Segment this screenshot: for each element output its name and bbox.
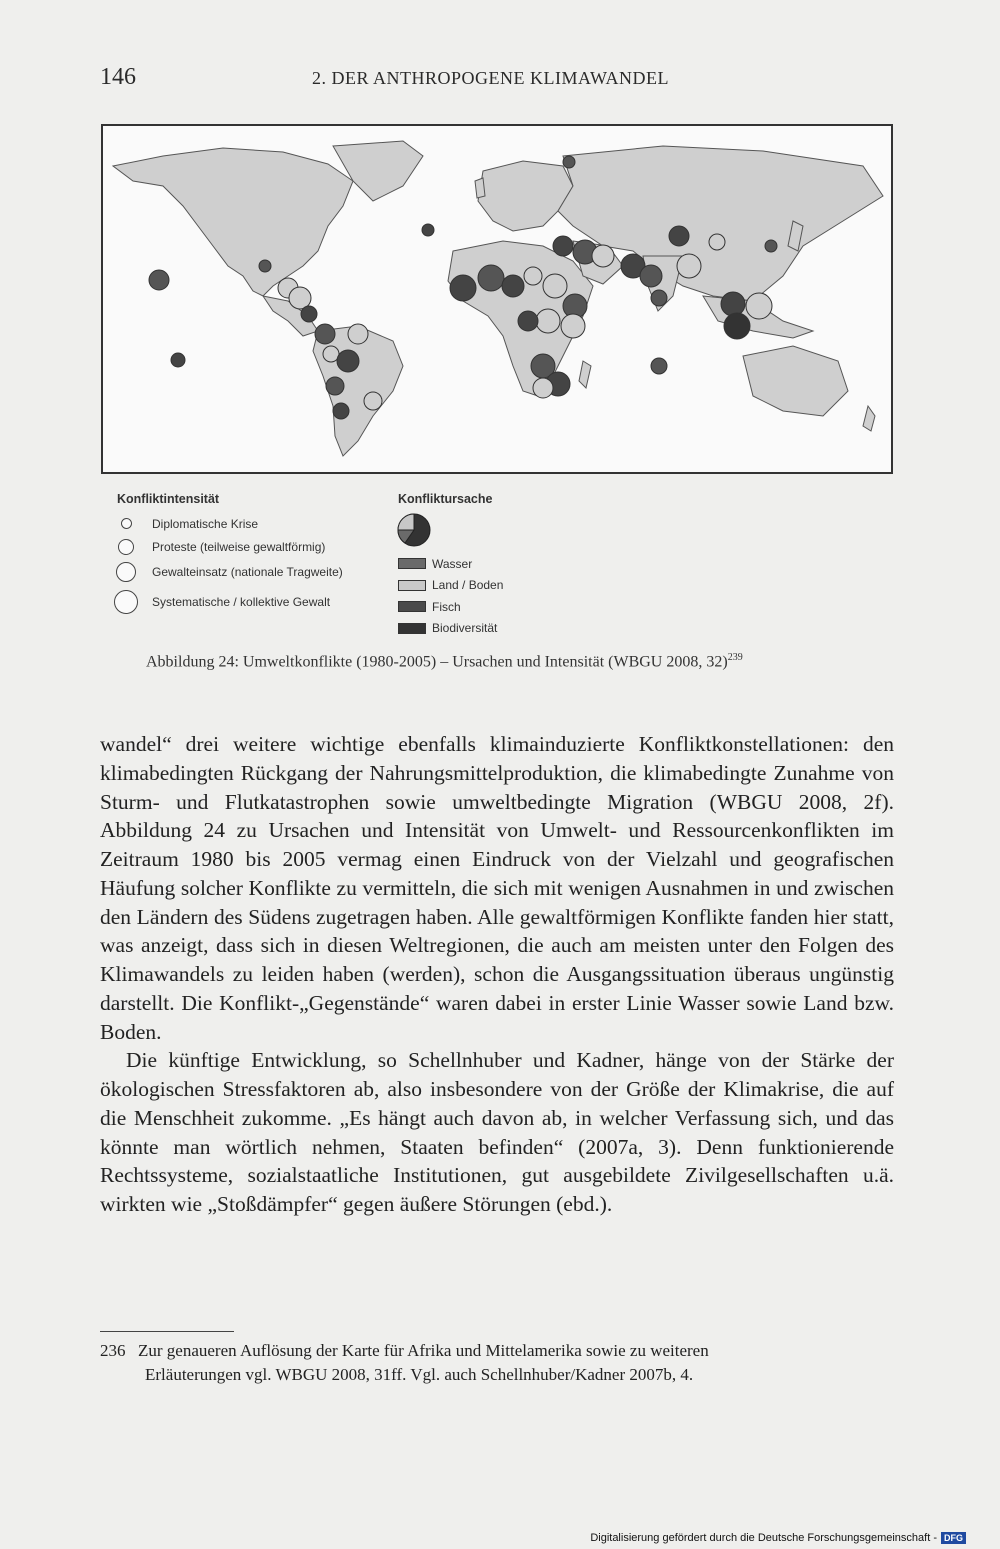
conflict-marker bbox=[333, 403, 349, 419]
legend-intensity-title: Konfliktintensität bbox=[117, 492, 220, 506]
footnote bbox=[100, 1339, 894, 1387]
legend-intensity-label: Diplomatische Krise bbox=[152, 516, 259, 531]
conflict-marker bbox=[746, 293, 772, 319]
world-map bbox=[103, 126, 891, 472]
legend-intensity-row bbox=[112, 535, 343, 558]
legend-cause bbox=[398, 553, 503, 639]
conflict-marker bbox=[533, 378, 553, 398]
conflict-marker bbox=[518, 311, 538, 331]
cause-swatch-land bbox=[398, 580, 426, 591]
landmass-new-zealand bbox=[863, 406, 875, 431]
figure-caption bbox=[146, 652, 743, 671]
legend-intensity bbox=[112, 512, 343, 618]
footnote-line-2: Erläuterungen vgl. WBGU 2008, 31ff. Vgl. auch Schellnhuber/Kadner 2007b, 4. bbox=[145, 1365, 694, 1384]
cause-pie-icon bbox=[396, 512, 432, 548]
conflict-marker bbox=[553, 236, 573, 256]
legend-cause-row bbox=[398, 553, 503, 575]
conflict-marker bbox=[478, 265, 504, 291]
footnote-number: 236 bbox=[100, 1341, 126, 1360]
legend-cause-row bbox=[398, 575, 503, 597]
intensity-circle-large bbox=[116, 562, 136, 582]
paragraph: Die künftige Entwicklung, so Schellnhuber und Kadner, hänge von der Stärke der ökologischen Stressfaktoren ab, also insbesondere von der Größe der Klimakrise, die auf die Menschheit zukomme. „Es hängt auch davon ab, in welcher Verfassung sich, und das könnte man wörtlich nehmen, Staaten befinden“ (2007a, 3). Denn funktionierende Rechtssysteme, sozialstaatliche Institutionen, gut ausgebildete Zivilgesellschaften u.ä. wirkten wie „Stoßdämpfer“ gegen äußere Störungen (ebd.). bbox=[100, 1048, 894, 1216]
legend-intensity-label: Proteste (teilweise gewaltförmig) bbox=[152, 539, 326, 554]
footnote-rule bbox=[100, 1331, 234, 1332]
legend-intensity-label: Systematische / kollektive Gewalt bbox=[152, 595, 331, 609]
conflict-marker bbox=[724, 313, 750, 339]
footer-credit-text: Digitalisierung gefördert durch die Deutsche Forschungsgemeinschaft - bbox=[590, 1532, 937, 1544]
conflict-marker bbox=[651, 290, 667, 306]
intensity-circle-medium bbox=[118, 539, 134, 555]
cause-swatch-biodiversitaet bbox=[398, 623, 426, 634]
intensity-circle-xlarge bbox=[114, 590, 138, 614]
conflict-marker bbox=[709, 234, 725, 250]
caption-text: Abbildung 24: Umweltkonflikte (1980-2005) – Ursachen und Intensität (WBGU 2008, 32) bbox=[146, 653, 728, 671]
conflict-marker bbox=[326, 377, 344, 395]
legend-cause-label: Biodiversität bbox=[432, 621, 498, 636]
dfg-logo: DFG bbox=[941, 1532, 966, 1544]
legend-cause-label: Wasser bbox=[432, 556, 473, 571]
conflict-marker bbox=[450, 275, 476, 301]
legend-intensity-label: Gewalteinsatz (nationale Tragweite) bbox=[152, 565, 343, 579]
legend-cause-row bbox=[398, 618, 503, 640]
conflict-marker bbox=[592, 245, 614, 267]
conflict-marker bbox=[502, 275, 524, 297]
landmass-europe bbox=[478, 161, 573, 231]
legend-cause-label: Land / Boden bbox=[432, 578, 504, 593]
cause-swatch-fisch bbox=[398, 601, 426, 612]
landmass-australia bbox=[743, 346, 848, 416]
page-number: 146 bbox=[100, 64, 136, 90]
paragraph: wandel“ drei weitere wichtige ebenfalls klimainduzierte Konfliktkonstellationen: den klimabedingten Rückgang der Nahrungsmittelproduktion, die klimabedingte Zunahme von Sturm- und Flutkatastrophen sowie umweltbedingte Migration (WBGU 2008, 2f). Abbildung 24 zu Ursachen und Intensität von Umwelt- und Ressourcenkonflikten im Zeitraum 1980 bis 2005 vermag einen Eindruck von der Vielzahl und geografischen Häufung solcher Konflikte zu vermitteln, die sich mit wenigen Ausnahmen in und zwischen den Ländern des Südens zugetragen haben. Alle gewaltförmigen Konflikte fanden hier statt, was anzeigt, dass sich in diesen Weltregionen, die auch am meisten unter den Folgen des Klimawandels zu leiden haben (werden), schon die Ausgangssituation überaus ungünstig darstellt. Die Konflikt-„Gegenstände“ waren dabei in erster Linie Wasser sowie Land bzw. Boden. bbox=[100, 732, 894, 1044]
landmass-madagascar bbox=[579, 361, 591, 388]
footer-credit bbox=[590, 1532, 966, 1544]
legend-cause-label: Fisch bbox=[432, 599, 461, 614]
conflict-marker bbox=[640, 265, 662, 287]
conflict-marker bbox=[543, 274, 567, 298]
landmass-uk bbox=[475, 178, 485, 198]
conflict-marker bbox=[765, 240, 777, 252]
conflict-marker bbox=[315, 324, 335, 344]
landmass-north-america bbox=[113, 148, 353, 296]
conflict-marker bbox=[337, 350, 359, 372]
footnote-line-1: Zur genaueren Auflösung der Karte für Afrika und Mittelamerika sowie zu weiteren bbox=[138, 1341, 709, 1360]
conflict-marker bbox=[348, 324, 368, 344]
legend-cause-title: Konfliktursache bbox=[398, 492, 493, 506]
body-text bbox=[100, 730, 894, 1219]
legend-intensity-row bbox=[112, 558, 343, 586]
running-head: 2. DER ANTHROPOGENE KLIMAWANDEL bbox=[312, 68, 670, 88]
conflict-marker bbox=[677, 254, 701, 278]
conflict-marker bbox=[524, 267, 542, 285]
conflict-marker bbox=[301, 306, 317, 322]
caption-note: 239 bbox=[727, 652, 743, 663]
conflict-marker bbox=[171, 353, 185, 367]
conflict-marker bbox=[536, 309, 560, 333]
world-map-figure bbox=[101, 124, 893, 474]
conflict-marker bbox=[259, 260, 271, 272]
conflict-marker bbox=[669, 226, 689, 246]
legend-intensity-row bbox=[112, 512, 343, 535]
conflict-marker bbox=[561, 314, 585, 338]
legend-intensity-row bbox=[112, 586, 343, 618]
conflict-marker bbox=[721, 292, 745, 316]
legend-cause-row bbox=[398, 596, 503, 618]
cause-swatch-wasser bbox=[398, 558, 426, 569]
conflict-marker bbox=[364, 392, 382, 410]
conflict-marker bbox=[422, 224, 434, 236]
conflict-marker bbox=[651, 358, 667, 374]
intensity-circle-small bbox=[121, 518, 132, 529]
conflict-marker bbox=[563, 156, 575, 168]
conflict-marker bbox=[149, 270, 169, 290]
landmass-south-america bbox=[313, 326, 403, 456]
